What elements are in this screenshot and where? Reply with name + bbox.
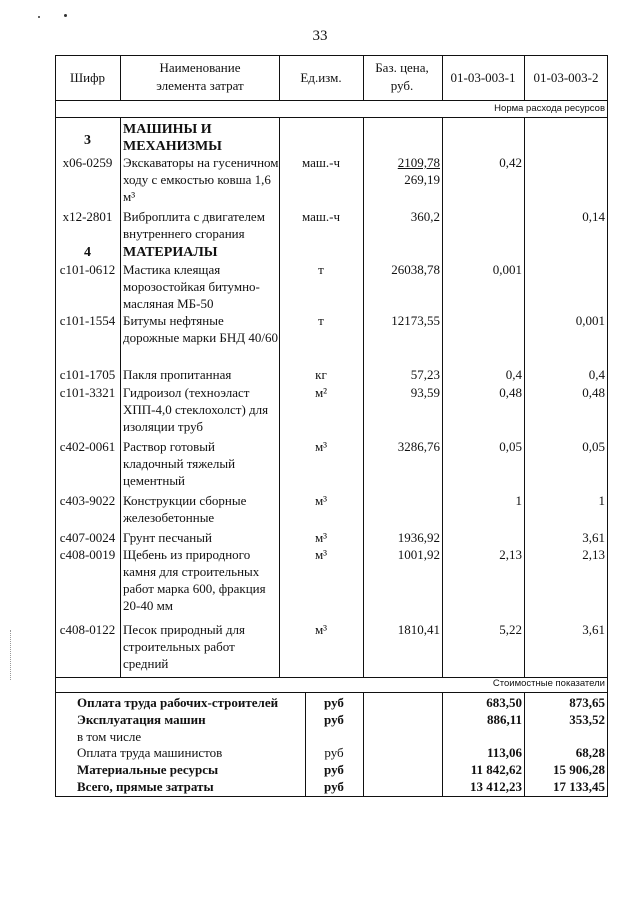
row-code: с101-1554: [59, 313, 116, 328]
scan-margin-marks: [10, 630, 12, 680]
row-unit: м²: [314, 385, 328, 400]
row-name-line: Конструкции сборные: [123, 493, 247, 508]
header-price: Баз. цена, руб.: [375, 60, 429, 93]
row-value-col1: 0,001: [492, 262, 522, 277]
row-code: с101-0612: [59, 262, 116, 277]
row-code: с101-3321: [59, 385, 116, 400]
scan-speck: [38, 16, 40, 18]
resource-table: [55, 55, 608, 797]
row-price: 2109,78: [397, 155, 440, 170]
total-unit: руб: [324, 695, 344, 710]
row-name-line: Гидроизол (техноэласт: [123, 385, 250, 400]
row-unit: м³: [314, 530, 328, 545]
row-unit: т: [318, 262, 324, 277]
total-value-col1: 113,06: [486, 745, 522, 760]
row-name-line: м³: [123, 189, 136, 204]
section-number: 3: [84, 133, 91, 148]
row-value-col2: 0,14: [582, 209, 605, 224]
row-price: 57,23: [410, 367, 440, 382]
row-name-line: цементный: [123, 473, 186, 488]
row-name-line: средний: [123, 656, 169, 671]
row-value-col1: 0,42: [499, 155, 522, 170]
total-value-col2: 353,52: [569, 712, 605, 727]
row-price: 360,2: [410, 209, 440, 224]
total-value-col2: 17 133,45: [553, 779, 605, 794]
header-name: Наименование элемента затрат: [156, 60, 244, 93]
row-unit: маш.-ч: [301, 155, 341, 170]
row-unit: маш.-ч: [301, 209, 341, 224]
row-unit: м³: [314, 439, 328, 454]
row-unit: кг: [315, 367, 327, 382]
total-value-col2: 15 906,28: [553, 762, 605, 777]
total-name: Оплата труда машинистов: [77, 745, 223, 760]
header-col1: 01-03-003-1: [450, 70, 516, 85]
row-name-line: масляная МБ-50: [123, 296, 214, 311]
total-name: Материальные ресурсы: [77, 762, 219, 777]
total-value-col1: 11 842,62: [470, 762, 522, 777]
row-name-line: строительных работ: [123, 639, 235, 654]
row-value-col2: 2,13: [582, 547, 605, 562]
total-unit: руб: [324, 745, 344, 760]
row-name-line: внутреннего сгорания: [123, 226, 245, 241]
row-name-line: Раствор готовый: [123, 439, 215, 454]
row-name-line: морозостойкая битумно-: [123, 279, 260, 294]
row-value-col1: 2,13: [499, 547, 522, 562]
row-name-line: дорожные марки БНД 40/60: [123, 330, 278, 345]
row-name-line: ХПП-4,0 стеклохолст) для: [123, 402, 269, 417]
norm-label: Норма расхода ресурсов: [494, 103, 605, 114]
row-price: 93,59: [410, 385, 440, 400]
total-unit: руб: [324, 779, 344, 794]
row-value-col1: 0,4: [505, 367, 522, 382]
row-name-line: Грунт песчаный: [123, 530, 212, 545]
row-name-line: Экскаваторы на гусеничном: [123, 155, 279, 170]
total-unit: руб: [324, 712, 344, 727]
row-code: с402-0061: [59, 439, 116, 454]
row-name-line: Виброплита с двигателем: [123, 209, 265, 224]
header-unit: Ед.изм.: [300, 70, 342, 85]
row-value-col2: 3,61: [582, 530, 605, 545]
row-value-col1: 0,48: [499, 385, 522, 400]
row-price: 1810,41: [397, 622, 440, 637]
total-name: Эксплуатация машин: [77, 712, 206, 727]
row-value-col1: 1: [515, 493, 522, 508]
row-value-col2: 3,61: [582, 622, 605, 637]
row-price: 12173,55: [391, 313, 440, 328]
row-code: с403-9022: [59, 493, 116, 508]
cost-label: Стоимостные показатели: [492, 678, 605, 689]
total-name: Всего, прямые затраты: [77, 779, 214, 794]
row-code: с408-0122: [59, 622, 116, 637]
row-value-col2: 0,4: [588, 367, 605, 382]
row-value-col2: 0,48: [582, 385, 605, 400]
row-name-line: изоляции труб: [123, 419, 204, 434]
row-name-line: 20-40 мм: [123, 598, 174, 613]
row-code: с101-1705: [59, 367, 116, 382]
row-name-line: Битумы нефтяные: [123, 313, 224, 328]
row-price: 3286,76: [397, 439, 440, 454]
scan-speck: [64, 14, 67, 17]
row-price: 26038,78: [391, 262, 440, 277]
total-value-col1: 886,11: [486, 712, 522, 727]
row-value-col2: 1: [598, 493, 605, 508]
row-value-col2: 0,001: [575, 313, 605, 328]
row-value-col1: 0,05: [499, 439, 522, 454]
row-price: 1001,92: [397, 547, 440, 562]
row-name-line: кладочный тяжелый: [123, 456, 236, 471]
row-name-line: Песок природный для: [123, 622, 245, 637]
row-name-line: железобетонные: [123, 510, 215, 525]
header-col2: 01-03-003-2: [533, 70, 599, 85]
total-unit: руб: [324, 762, 344, 777]
row-unit: м³: [314, 493, 328, 508]
row-name-line: ходу с емкостью ковша 1,6: [123, 172, 271, 187]
section-number: 4: [84, 245, 91, 260]
total-value-col2: 68,28: [575, 745, 605, 760]
row-price-secondary: 269,19: [404, 172, 440, 187]
row-value-col1: 5,22: [499, 622, 522, 637]
total-value-col1: 13 412,23: [470, 779, 522, 794]
row-name-line: камня для строительных: [123, 564, 260, 579]
total-name: Оплата труда рабочих-строителей: [77, 695, 279, 710]
total-value-col1: 683,50: [486, 695, 522, 710]
row-unit: м³: [314, 622, 328, 637]
row-name-line: Щебень из природного: [123, 547, 251, 562]
row-code: с408-0019: [59, 547, 116, 562]
row-value-col2: 0,05: [582, 439, 605, 454]
header-code: Шифр: [70, 70, 105, 85]
page-number: 33: [312, 28, 328, 44]
row-code: х12-2801: [62, 209, 113, 224]
row-name-line: Мастика клеящая: [123, 262, 221, 277]
row-name-line: работ марка 600, фракция: [123, 581, 266, 596]
section-title: МАТЕРИАЛЫ: [123, 245, 218, 260]
row-name-line: Пакля пропитанная: [123, 367, 232, 382]
row-code: х06-0259: [62, 155, 113, 170]
row-unit: т: [318, 313, 324, 328]
total-value-col2: 873,65: [569, 695, 605, 710]
row-unit: м³: [314, 547, 328, 562]
row-price: 1936,92: [397, 530, 440, 545]
row-code: с407-0024: [59, 530, 116, 545]
total-name: в том числе: [77, 729, 142, 744]
section-title: МАШИНЫ И МЕХАНИЗМЫ: [123, 122, 222, 154]
